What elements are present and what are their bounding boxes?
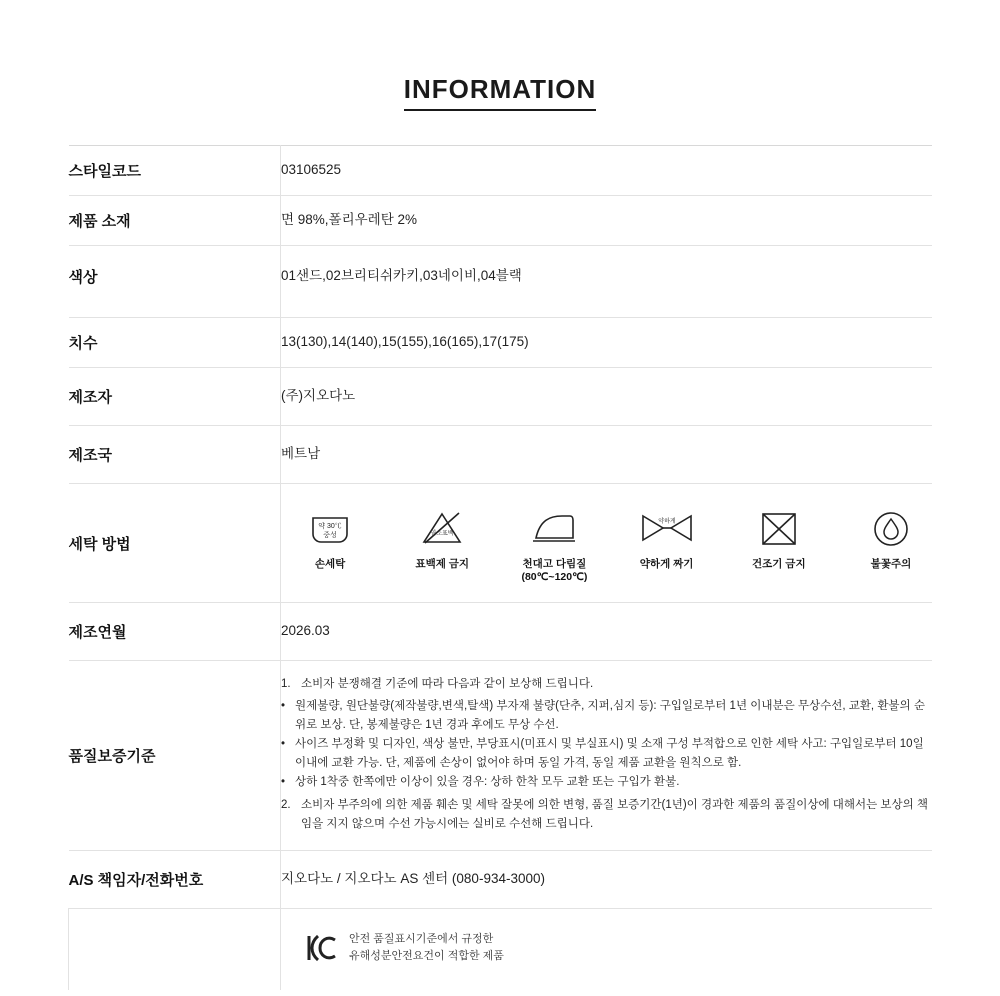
- wash-caption-sub: (80℃~120℃): [521, 571, 588, 584]
- wash-symbol-no-bleach: [401, 506, 483, 584]
- wash-caption: 불꽃주의: [870, 558, 912, 570]
- quality-item-2: [281, 796, 932, 833]
- list-item: [281, 697, 932, 734]
- row-value-manufacture-date: 2026.03: [281, 603, 933, 661]
- wash-caption: 건조기 금지: [751, 558, 806, 570]
- wash-caption: 표백제 금지: [415, 558, 470, 570]
- table-row: [69, 603, 933, 661]
- quality-item-2-text: 소비자 부주의에 의한 제품 훼손 및 세탁 잘못에 의한 변형, 품질 보증기간(1년)이 경과한 제품의 품질이상에 대해서는 보상의 책임을 지지 않으며 수선 가능시에는 실비로 수선해 드립니다.: [301, 799, 929, 830]
- row-label-style-code: 스타일코드: [68, 163, 141, 180]
- quality-item-1-text: 소비자 분쟁해결 기준에 따라 다음과 같이 보상해 드립니다.: [301, 678, 594, 691]
- svg-text:약 30℃: 약 30℃: [318, 523, 342, 530]
- product-information-table: [68, 145, 932, 990]
- quality-bullet-text: 원제불량, 원단불량(제작불량,변색,탈색) 부자재 불량(단추, 지퍼,심지 등): 구입일로부터 1년 이내분은 무상수선, 교환, 환불의 순위로 보상. 단, 봉제불량은 1년 경과 후에도 무상 수선.: [295, 699, 925, 731]
- iron-with-cloth-icon: [513, 506, 595, 554]
- row-value-country: 베트남: [281, 426, 933, 484]
- table-row: [69, 368, 933, 426]
- row-label-quality: 품질보증기준: [68, 748, 156, 766]
- washing-symbol-list: [281, 498, 932, 588]
- quality-bullet-text: 상하 1착중 한쪽에만 이상이 있을 경우: 상하 한착 모두 교환 또는 구입가 환불.: [295, 776, 680, 789]
- table-row-kc: [69, 909, 933, 991]
- page-title: [68, 0, 932, 111]
- hand-wash-icon: [289, 506, 371, 554]
- row-label-washing: 세탁 방법: [68, 535, 131, 553]
- table-row: [69, 196, 933, 246]
- wash-caption: 약하게 짜기: [639, 558, 694, 570]
- no-bleach-icon: [401, 506, 483, 554]
- table-row: [69, 318, 933, 368]
- table-row: [69, 246, 933, 318]
- row-label-manufacture-date: 제조연월: [68, 624, 127, 642]
- row-value-kc: [281, 909, 933, 991]
- row-label-kc-empty: [69, 909, 281, 991]
- list-item: [281, 735, 932, 772]
- row-value-washing: [281, 484, 933, 603]
- quality-bullet-text: 사이즈 부정확 및 디자인, 색상 불만, 부당표시(미표시 및 부실표시) 및 소재 구성 부적합으로 인한 세탁 사고: 구입일로부터 10일 이내에 교환 가능. 단, 제품에 손상이 없어야 하며 동일 가격, 동일 제품 교환을 원칙으로 함.: [295, 738, 924, 769]
- row-label-manufacturer: 제조자: [68, 389, 112, 406]
- row-value-color: 01샌드,02브리티쉬카키,03네이비,04블랙: [281, 246, 933, 318]
- wash-symbol-gentle-wring: [626, 506, 708, 584]
- table-row-washing: [69, 484, 933, 603]
- wash-symbol-flame-warning: [850, 506, 932, 584]
- table-row-quality: [69, 661, 933, 851]
- kc-line-1: 안전 품질표시기준에서 규정한: [349, 933, 494, 946]
- quality-guarantee-block: [281, 675, 932, 833]
- list-item: [281, 773, 932, 792]
- row-label-material: 제품 소재: [68, 213, 131, 230]
- table-row: [69, 851, 933, 909]
- wash-caption: 손세탁: [314, 558, 346, 570]
- row-label-size: 치수: [68, 335, 98, 352]
- row-value-style-code: 03106525: [281, 146, 933, 196]
- quality-bullet-list: [281, 697, 932, 792]
- svg-text:약하게: 약하게: [657, 519, 676, 525]
- row-label-as-contact: A/S 책임자/전화번호: [68, 872, 204, 890]
- svg-text:중성: 중성: [323, 532, 337, 539]
- quality-item-1: [281, 675, 932, 694]
- row-value-material: 면 98%,폴리우레탄 2%: [281, 196, 933, 246]
- row-value-quality: [281, 661, 933, 851]
- wash-symbol-iron-with-cloth: [513, 506, 595, 584]
- svg-text:염소표백: 염소표백: [430, 531, 454, 537]
- flame-warning-icon: [850, 506, 932, 554]
- row-label-country: 제조국: [68, 447, 112, 464]
- wash-caption: 천대고 다림질 (80℃~120℃): [513, 558, 595, 584]
- kc-line-2: 유해성분안전요건이 적합한 제품: [349, 949, 504, 962]
- bullet-dot-icon: •: [281, 699, 286, 712]
- bullet-dot-icon: •: [281, 738, 286, 751]
- row-value-manufacturer: (주)지오다노: [281, 368, 933, 426]
- kc-certification: [305, 931, 932, 964]
- no-tumble-dry-icon: [738, 506, 820, 554]
- kc-text: [349, 931, 504, 964]
- kc-mark-icon: [305, 933, 339, 963]
- row-value-as-contact: 지오다노 / 지오다노 AS 센터 (080-934-3000): [281, 851, 933, 909]
- wash-symbol-hand-wash: [289, 506, 371, 584]
- wash-symbol-no-tumble-dry: [738, 506, 820, 584]
- row-label-color: 색상: [68, 269, 98, 286]
- page-title-text: INFORMATION: [404, 74, 597, 111]
- table-row: [69, 426, 933, 484]
- gentle-wring-icon: [626, 506, 708, 554]
- bullet-dot-icon: •: [281, 776, 286, 789]
- table-row: [69, 146, 933, 196]
- quality-item-1-number: 1.: [281, 678, 291, 691]
- quality-item-2-number: 2.: [281, 799, 291, 811]
- row-value-size: 13(130),14(140),15(155),16(165),17(175): [281, 318, 933, 368]
